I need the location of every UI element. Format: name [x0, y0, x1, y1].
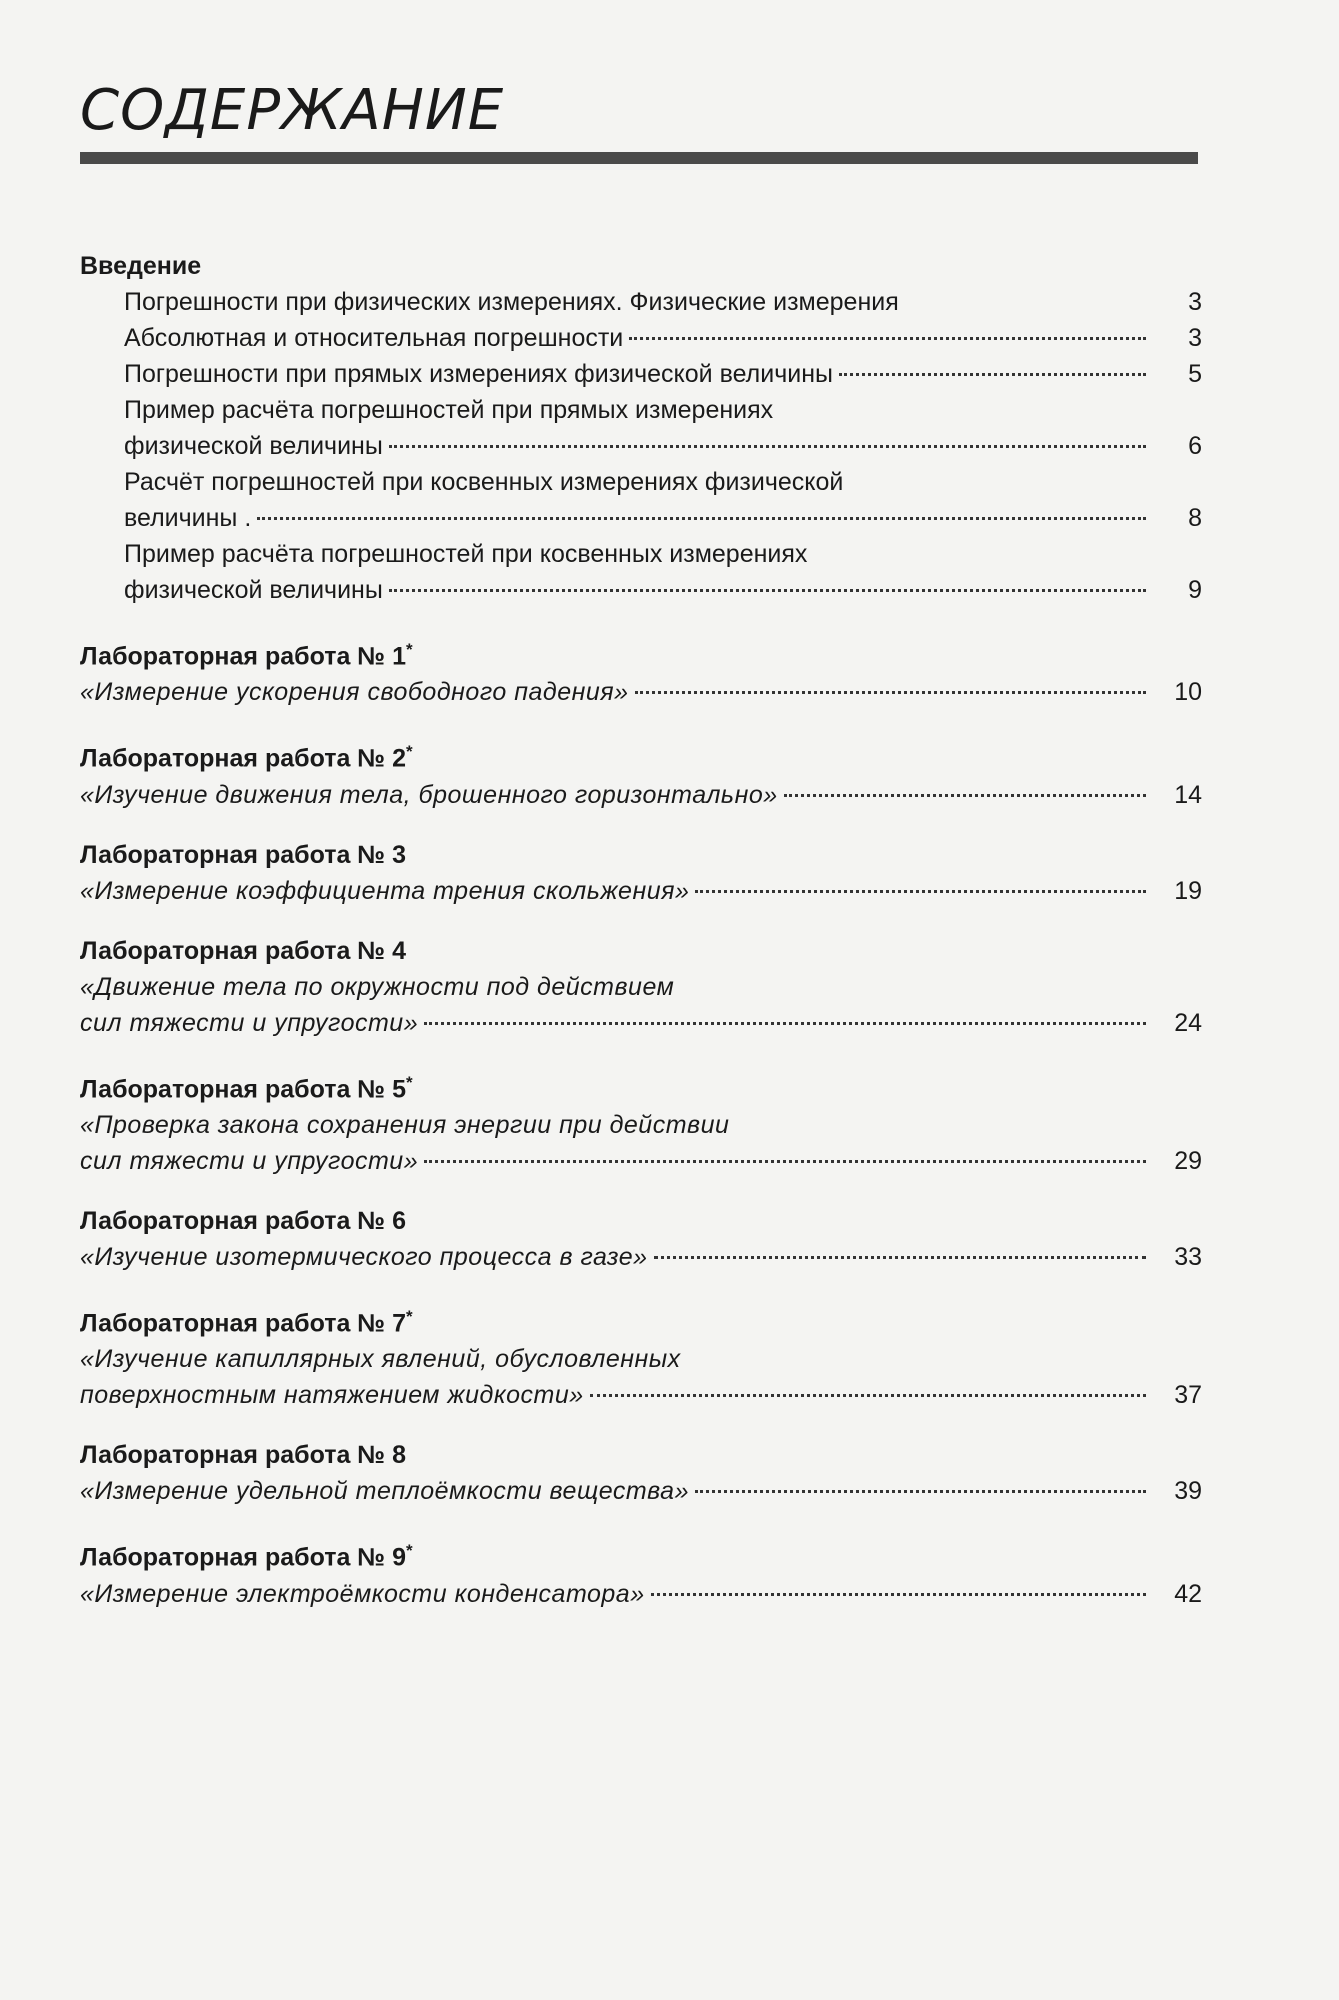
intro-entry: [124, 356, 1202, 392]
dot-leader: [695, 1489, 1146, 1493]
toc-entry-row[interactable]: [80, 1005, 1202, 1041]
toc-entry-text: «Изучение капиллярных явлений, обусловленных: [80, 1345, 681, 1374]
lab-entry: [80, 933, 1202, 1041]
lab-entry: [80, 1203, 1202, 1275]
lab-star-mark: *: [406, 742, 413, 762]
intro-entry: [124, 284, 1202, 320]
lab-title-text: Лабораторная работа № 6: [80, 1206, 407, 1235]
lab-title: [80, 734, 1202, 776]
intro-entry: [124, 320, 1202, 356]
toc-entry-text: поверхностным натяжением жидкости»: [80, 1381, 584, 1410]
lab-star-mark: *: [406, 1072, 413, 1092]
table-of-contents: [80, 248, 1202, 1612]
lab-title: [80, 837, 1202, 873]
dot-leader: [784, 793, 1146, 797]
page-number: 3: [1188, 288, 1202, 316]
dot-leader: [590, 1393, 1146, 1397]
lab-star-mark: *: [406, 1306, 413, 1326]
intro-items: [80, 284, 1202, 608]
lab-entry: [80, 632, 1202, 710]
toc-entry-row[interactable]: [124, 320, 1202, 356]
toc-entry-text: «Измерение коэффициента трения скольжения»: [80, 876, 690, 905]
toc-entry-row[interactable]: [124, 356, 1202, 392]
dot-leader: [905, 303, 1146, 304]
toc-entry-row[interactable]: [124, 284, 1202, 320]
lab-title: [80, 1065, 1202, 1107]
lab-entry: [80, 1299, 1202, 1413]
toc-entry-text: «Движение тела по окружности под действием: [80, 972, 675, 1001]
toc-entry-text: физической величины: [124, 576, 383, 604]
toc-entry-text: «Изучение движения тела, брошенного горизонтально»: [80, 780, 778, 809]
dot-leader: [651, 1592, 1146, 1596]
page-number: 37: [1174, 1381, 1202, 1410]
dot-leader: [389, 588, 1146, 592]
toc-entry-text: Погрешности при физических измерениях. Физические измерения: [124, 288, 899, 316]
page-number: 9: [1188, 576, 1202, 604]
lab-entry: [80, 734, 1202, 812]
lab-title: [80, 632, 1202, 674]
lab-title: [80, 1203, 1202, 1239]
lab-title-text: Лабораторная работа № 8: [80, 1441, 407, 1470]
page-number: 39: [1174, 1477, 1202, 1506]
page-number: 42: [1174, 1579, 1202, 1608]
lab-entry: [80, 1065, 1202, 1179]
toc-entry-text: «Измерение удельной теплоёмкости вещества»: [80, 1477, 689, 1506]
intro-section-title: Введение: [80, 252, 202, 280]
toc-entry-row[interactable]: [80, 1377, 1202, 1413]
lab-title: [80, 1299, 1202, 1341]
page-number: 5: [1188, 360, 1202, 388]
page-title: СОДЕРЖАНИЕ: [80, 78, 505, 143]
intro-entry: [124, 536, 1202, 608]
intro-entry: [124, 464, 1202, 536]
lab-title-text: Лабораторная работа № 1: [80, 642, 407, 671]
lab-title: [80, 1533, 1202, 1575]
page-number: 14: [1174, 780, 1202, 809]
lab-title-text: Лабораторная работа № 2: [80, 744, 407, 773]
toc-entry-text: сил тяжести и упругости»: [80, 1008, 419, 1037]
lab-title-text: Лабораторная работа № 7: [80, 1309, 407, 1338]
toc-entry-text: Абсолютная и относительная погрешности: [124, 324, 624, 352]
lab-list: [80, 632, 1202, 1612]
page-number: 6: [1188, 432, 1202, 460]
toc-entry-row[interactable]: [124, 428, 1202, 464]
lab-entry: [80, 837, 1202, 909]
toc-entry-text: величины .: [124, 504, 252, 532]
toc-entry-text: Расчёт погрешностей при косвенных измерениях физической: [124, 468, 844, 496]
toc-entry-text: «Измерение электроёмкости конденсатора»: [80, 1579, 645, 1608]
dot-leader: [695, 889, 1146, 893]
intro-entry: [124, 392, 1202, 464]
lab-title-text: Лабораторная работа № 9: [80, 1543, 407, 1572]
toc-entry-row[interactable]: [80, 674, 1202, 710]
toc-entry-text: «Проверка закона сохранения энергии при действии: [80, 1110, 730, 1139]
toc-entry-row[interactable]: [80, 1239, 1202, 1275]
toc-entry-text: «Изучение изотермического процесса в газе»: [80, 1242, 648, 1271]
toc-entry-row[interactable]: [80, 1576, 1202, 1612]
lab-title-text: Лабораторная работа № 5: [80, 1074, 407, 1103]
page-number: 29: [1174, 1146, 1202, 1175]
dot-leader: [635, 690, 1146, 694]
lab-title-text: Лабораторная работа № 4: [80, 936, 407, 965]
toc-entry-text: Погрешности при прямых измерениях физической величины: [124, 360, 833, 388]
page-number: 19: [1174, 876, 1202, 905]
lab-star-mark: *: [406, 640, 413, 659]
dot-leader: [424, 1021, 1146, 1025]
toc-entry-text: «Измерение ускорения свободного падения»: [80, 678, 629, 707]
lab-entry: [80, 1533, 1202, 1611]
toc-entry-text: физической величины: [124, 432, 383, 460]
dot-leader: [389, 444, 1146, 448]
toc-entry-text: Пример расчёта погрешностей при прямых измерениях: [124, 396, 774, 424]
toc-entry-row[interactable]: [124, 500, 1202, 536]
toc-entry-row[interactable]: [80, 777, 1202, 813]
page-number: 8: [1188, 504, 1202, 532]
dot-leader: [257, 516, 1146, 520]
toc-entry-row[interactable]: [80, 873, 1202, 909]
dot-leader: [839, 372, 1146, 376]
lab-entry: [80, 1437, 1202, 1509]
lab-title: [80, 933, 1202, 969]
lab-star-mark: *: [406, 1541, 413, 1561]
toc-entry-text: Пример расчёта погрешностей при косвенных измерениях: [124, 540, 808, 568]
page-number: 33: [1174, 1242, 1202, 1271]
dot-leader: [424, 1159, 1146, 1163]
dot-leader: [629, 336, 1146, 340]
dot-leader: [654, 1255, 1146, 1259]
title-divider: [80, 152, 1198, 164]
toc-entry-row[interactable]: [80, 1143, 1202, 1179]
toc-entry-row[interactable]: [124, 572, 1202, 608]
lab-title: [80, 1437, 1202, 1473]
page-number: 24: [1174, 1008, 1202, 1037]
toc-entry-row[interactable]: [80, 1473, 1202, 1509]
page-number: 10: [1174, 678, 1202, 707]
toc-entry-text: сил тяжести и упругости»: [80, 1146, 419, 1175]
lab-title-text: Лабораторная работа № 3: [80, 840, 407, 869]
page-number: 3: [1188, 324, 1202, 352]
